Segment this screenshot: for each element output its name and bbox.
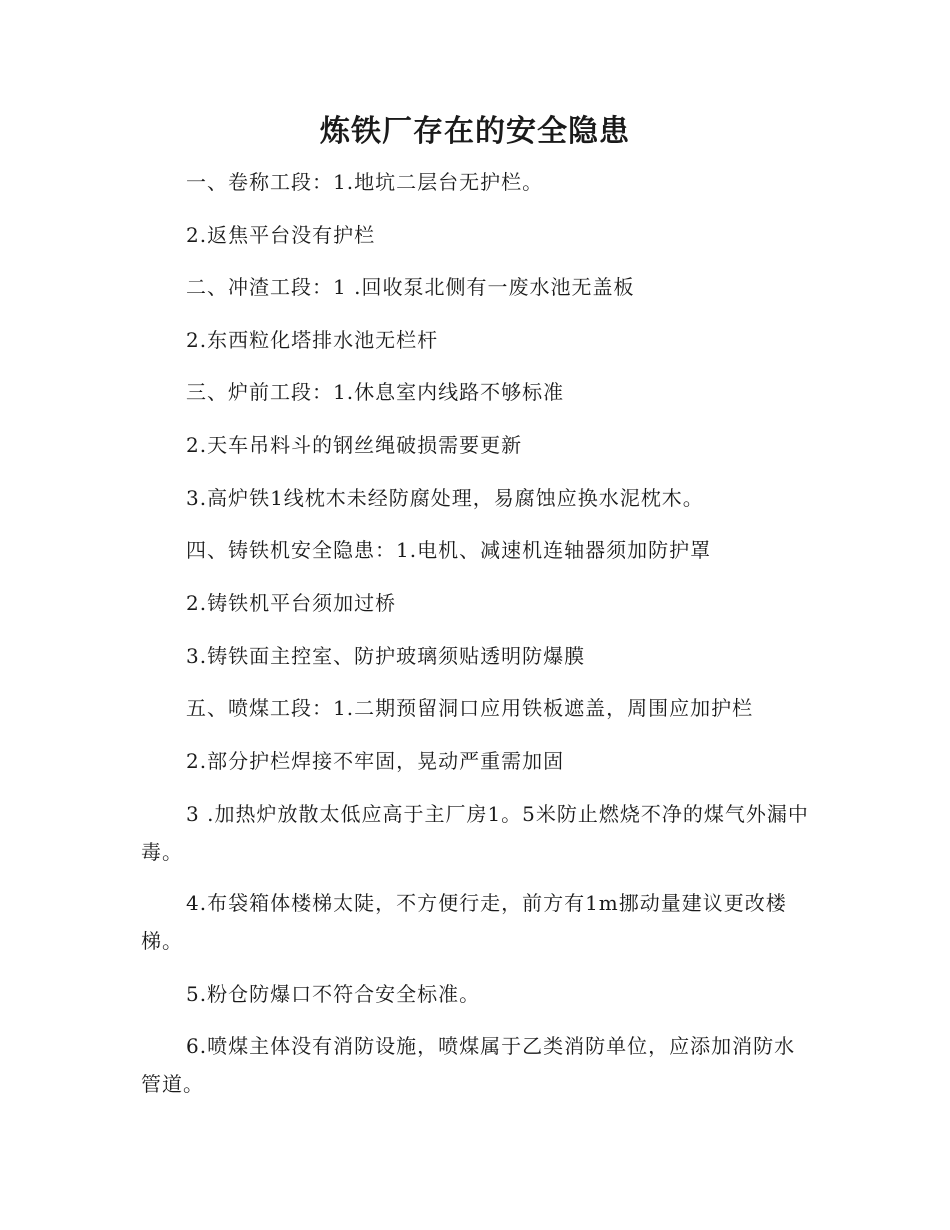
paragraph-8: 四、铸铁机安全隐患：1.电机、减速机连轴器须加防护罩 bbox=[186, 538, 712, 562]
paragraph-2: 2.返焦平台没有护栏 bbox=[186, 223, 376, 247]
paragraph-16: 6.喷煤主体没有消防设施，喷煤属于乙类消防单位，应添加消防水管道。 bbox=[141, 1034, 796, 1096]
paragraph-5: 三、炉前工段：1.休息室内线路不够标准 bbox=[186, 380, 565, 404]
paragraph-10: 3.铸铁面主控室、防护玻璃须贴透明防爆膜 bbox=[186, 644, 586, 668]
paragraph-1: 一、卷称工段：1.地坑二层台无护栏。 bbox=[186, 170, 544, 194]
paragraph-6: 2.天车吊料斗的钢丝绳破损需要更新 bbox=[186, 433, 523, 457]
document-title: 炼铁厂存在的安全隐患 bbox=[320, 114, 630, 149]
paragraph-9: 2.铸铁机平台须加过桥 bbox=[186, 591, 397, 615]
paragraph-4: 2.东西粒化塔排水池无栏杆 bbox=[186, 328, 439, 352]
paragraph-15: 5.粉仓防爆口不符合安全标准。 bbox=[186, 982, 481, 1006]
paragraph-11: 五、喷煤工段：1.二期预留洞口应用铁板遮盖，周围应加护栏 bbox=[186, 696, 754, 720]
paragraph-3: 二、冲渣工段：1 .回收泵北侧有一废水池无盖板 bbox=[186, 275, 635, 299]
paragraph-14: 4.布袋箱体楼梯太陡，不方便行走，前方有1m挪动量建议更改楼梯。 bbox=[141, 891, 787, 953]
paragraph-7: 3.高炉铁1线枕木未经防腐处理，易腐蚀应换水泥枕木。 bbox=[186, 486, 704, 510]
paragraph-12: 2.部分护栏焊接不牢固，晃动严重需加固 bbox=[186, 749, 565, 773]
paragraph-13: 3 .加热炉放散太低应高于主厂房1。5米防止燃烧不净的煤气外漏中毒。 bbox=[141, 802, 809, 864]
